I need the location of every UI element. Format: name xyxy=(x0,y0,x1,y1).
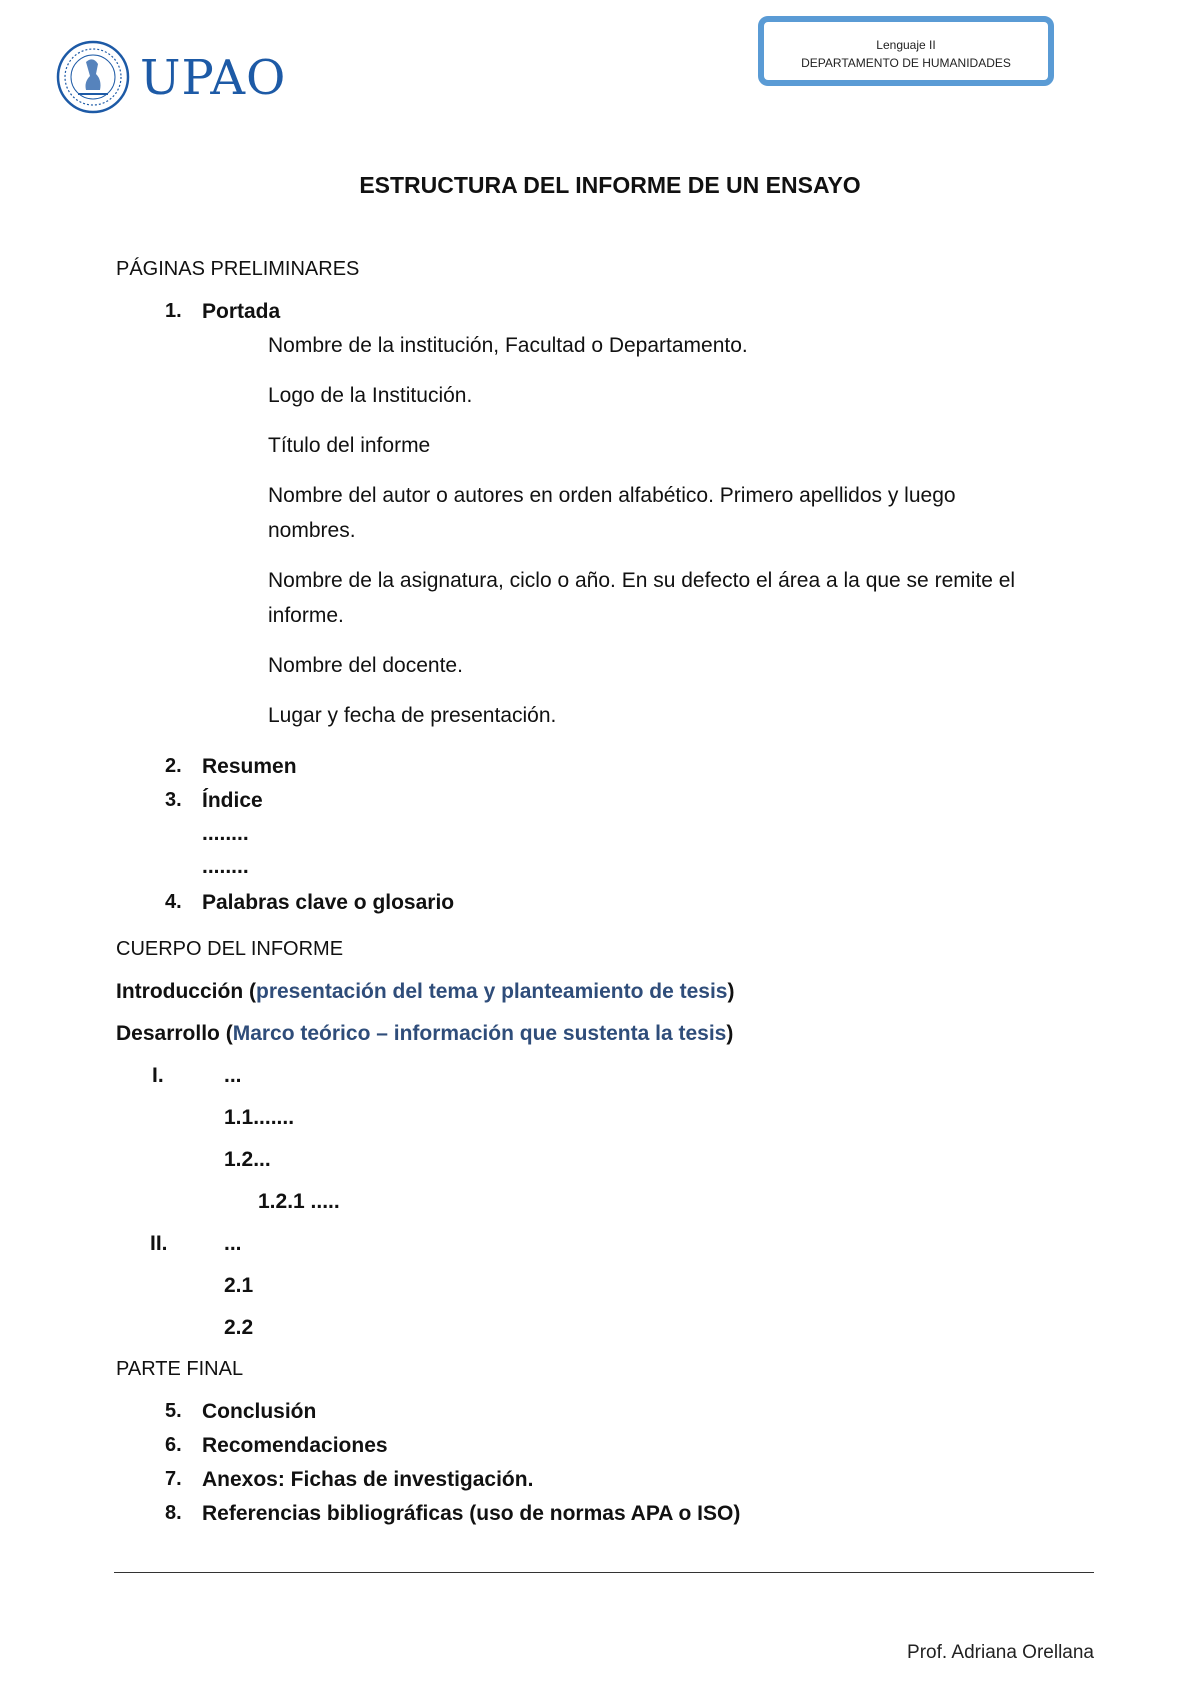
department-name: DEPARTAMENTO DE HUMANIDADES xyxy=(801,56,1011,70)
indice-dots: ........ xyxy=(202,855,249,878)
list-item-anexos: Anexos: Fichas de investigación. xyxy=(202,1468,534,1491)
roman-item-text: ... xyxy=(224,1232,242,1255)
list-item-palabras-clave: Palabras clave o glosario xyxy=(202,891,455,914)
list-item-resumen: Resumen xyxy=(202,755,297,778)
list-number: 5. xyxy=(165,1400,182,1422)
portada-line: Nombre de la asignatura, ciclo o año. En su defecto el área a la que se remite el xyxy=(268,569,1016,592)
introduccion-label: Introducción ( xyxy=(116,980,256,1003)
footer-divider xyxy=(114,1572,1094,1573)
desarrollo-detail: Marco teórico – información que sustenta la tesis xyxy=(232,1022,727,1045)
portada-line: Nombre de la institución, Facultad o Departamento. xyxy=(268,334,748,357)
list-number: 8. xyxy=(165,1502,182,1524)
portada-line: informe. xyxy=(268,604,344,627)
logo-text: UPAO xyxy=(140,50,287,106)
roman-numeral: I. xyxy=(152,1064,164,1087)
roman-item-text: ... xyxy=(224,1064,242,1087)
portada-line: Título del informe xyxy=(268,434,431,457)
document-title: ESTRUCTURA DEL INFORME DE UN ENSAYO xyxy=(359,172,861,198)
subitem: 1.2.1 ..... xyxy=(258,1190,340,1213)
list-number: 1. xyxy=(165,300,182,322)
introduccion-line xyxy=(116,980,735,1004)
course-name: Lenguaje II xyxy=(876,38,936,52)
list-item-recomendaciones: Recomendaciones xyxy=(202,1434,388,1457)
roman-numeral: II. xyxy=(150,1232,168,1255)
introduccion-detail: presentación del tema y planteamiento de tesis xyxy=(256,980,728,1003)
list-item-referencias: Referencias bibliográficas (uso de normas APA o ISO) xyxy=(202,1502,741,1525)
list-number: 7. xyxy=(165,1468,182,1490)
desarrollo-line xyxy=(116,1022,733,1046)
portada-line: Nombre del docente. xyxy=(268,654,463,677)
section-heading-final: PARTE FINAL xyxy=(116,1358,244,1380)
subitem: 1.1....... xyxy=(224,1106,295,1129)
department-box xyxy=(758,16,1054,86)
desarrollo-close: ) xyxy=(726,1022,734,1045)
list-number: 2. xyxy=(165,755,182,777)
list-number: 4. xyxy=(165,891,182,913)
list-item-conclusion: Conclusión xyxy=(202,1400,317,1423)
portada-line: nombres. xyxy=(268,519,356,542)
section-heading-cuerpo: CUERPO DEL INFORME xyxy=(116,938,344,960)
list-number: 6. xyxy=(165,1434,182,1456)
subitem: 2.2 xyxy=(224,1316,254,1339)
list-item-portada: Portada xyxy=(202,300,281,323)
list-number: 3. xyxy=(165,789,182,811)
subitem: 2.1 xyxy=(224,1274,254,1297)
footer-author: Prof. Adriana Orellana xyxy=(907,1642,1094,1663)
indice-dots: ........ xyxy=(202,822,249,845)
upao-seal-icon xyxy=(56,40,130,114)
portada-line: Logo de la Institución. xyxy=(268,384,473,407)
portada-line: Lugar y fecha de presentación. xyxy=(268,704,557,727)
desarrollo-label: Desarrollo ( xyxy=(116,1022,233,1045)
section-heading-preliminares: PÁGINAS PRELIMINARES xyxy=(116,258,360,280)
upao-logo xyxy=(56,40,316,116)
subitem: 1.2... xyxy=(224,1148,271,1171)
portada-line: Nombre del autor o autores en orden alfabético. Primero apellidos y luego xyxy=(268,484,956,507)
introduccion-close: ) xyxy=(727,980,735,1003)
list-item-indice: Índice xyxy=(202,789,263,812)
